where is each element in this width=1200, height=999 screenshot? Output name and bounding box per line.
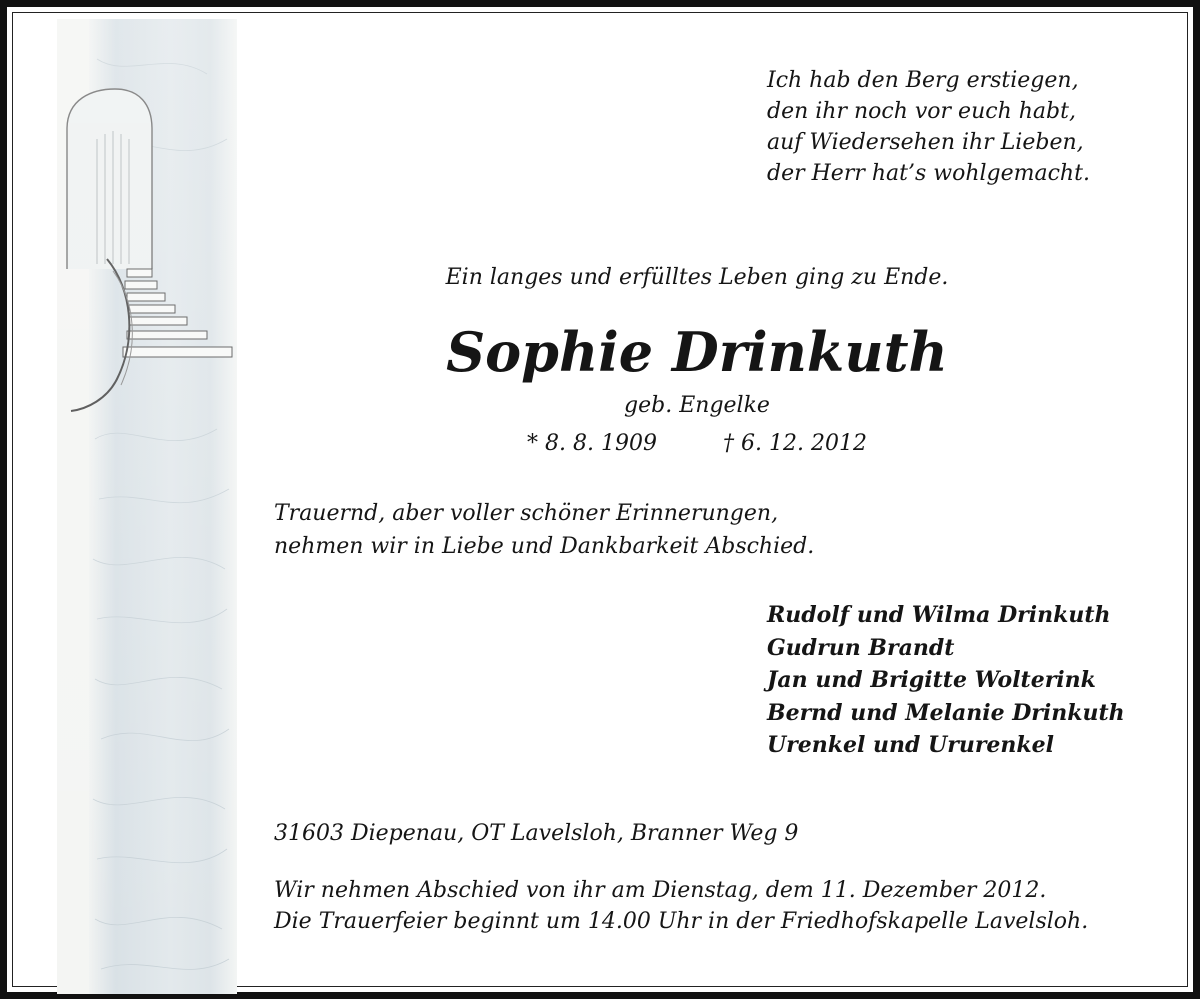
- poem-verse: [767, 65, 1187, 189]
- address: 31603 Diepenau, OT Lavelsloh, Branner Weg 9: [274, 821, 799, 846]
- maiden-name: geb. Engelke: [624, 393, 770, 418]
- birth-date: * 8. 8. 1909: [527, 431, 657, 456]
- family-member: Rudolf und Wilma Drinkuth: [767, 602, 1111, 628]
- mourning-line: nehmen wir in Liebe und Dankbarkeit Abschied.: [274, 534, 815, 559]
- ceremony-line: Wir nehmen Abschied von ihr am Dienstag, dem 11. Dezember 2012.: [274, 878, 1047, 903]
- poem-line: der Herr hat’s wohlgemacht.: [767, 161, 1090, 186]
- family-member: Gudrun Brandt: [767, 634, 955, 661]
- staircase-illustration: [57, 19, 237, 994]
- intro-line: Ein langes und erfülltes Leben ging zu Ende.: [445, 265, 949, 290]
- poem-line: auf Wiedersehen ihr Lieben,: [767, 130, 1084, 155]
- mourning-line: Trauernd, aber voller schöner Erinnerungen,: [274, 501, 779, 526]
- death-date: † 6. 12. 2012: [723, 431, 867, 456]
- family-member: Urenkel und Ururenkel: [767, 732, 1055, 758]
- deceased-name: Sophie Drinkuth: [446, 320, 948, 384]
- poem-line: Ich hab den Berg erstiegen,: [767, 68, 1079, 93]
- family-member: Bernd und Melanie Drinkuth: [767, 699, 1125, 726]
- ceremony-info: [274, 875, 1174, 937]
- mourning-text: [274, 497, 994, 563]
- family-member: Jan und Brigitte Wolterink: [767, 667, 1096, 693]
- poem-line: den ihr noch vor euch habt,: [767, 99, 1076, 124]
- family-list: [767, 599, 1187, 762]
- ceremony-line: Die Trauerfeier beginnt um 14.00 Uhr in der Friedhofskapelle Lavelsloh.: [274, 909, 1089, 934]
